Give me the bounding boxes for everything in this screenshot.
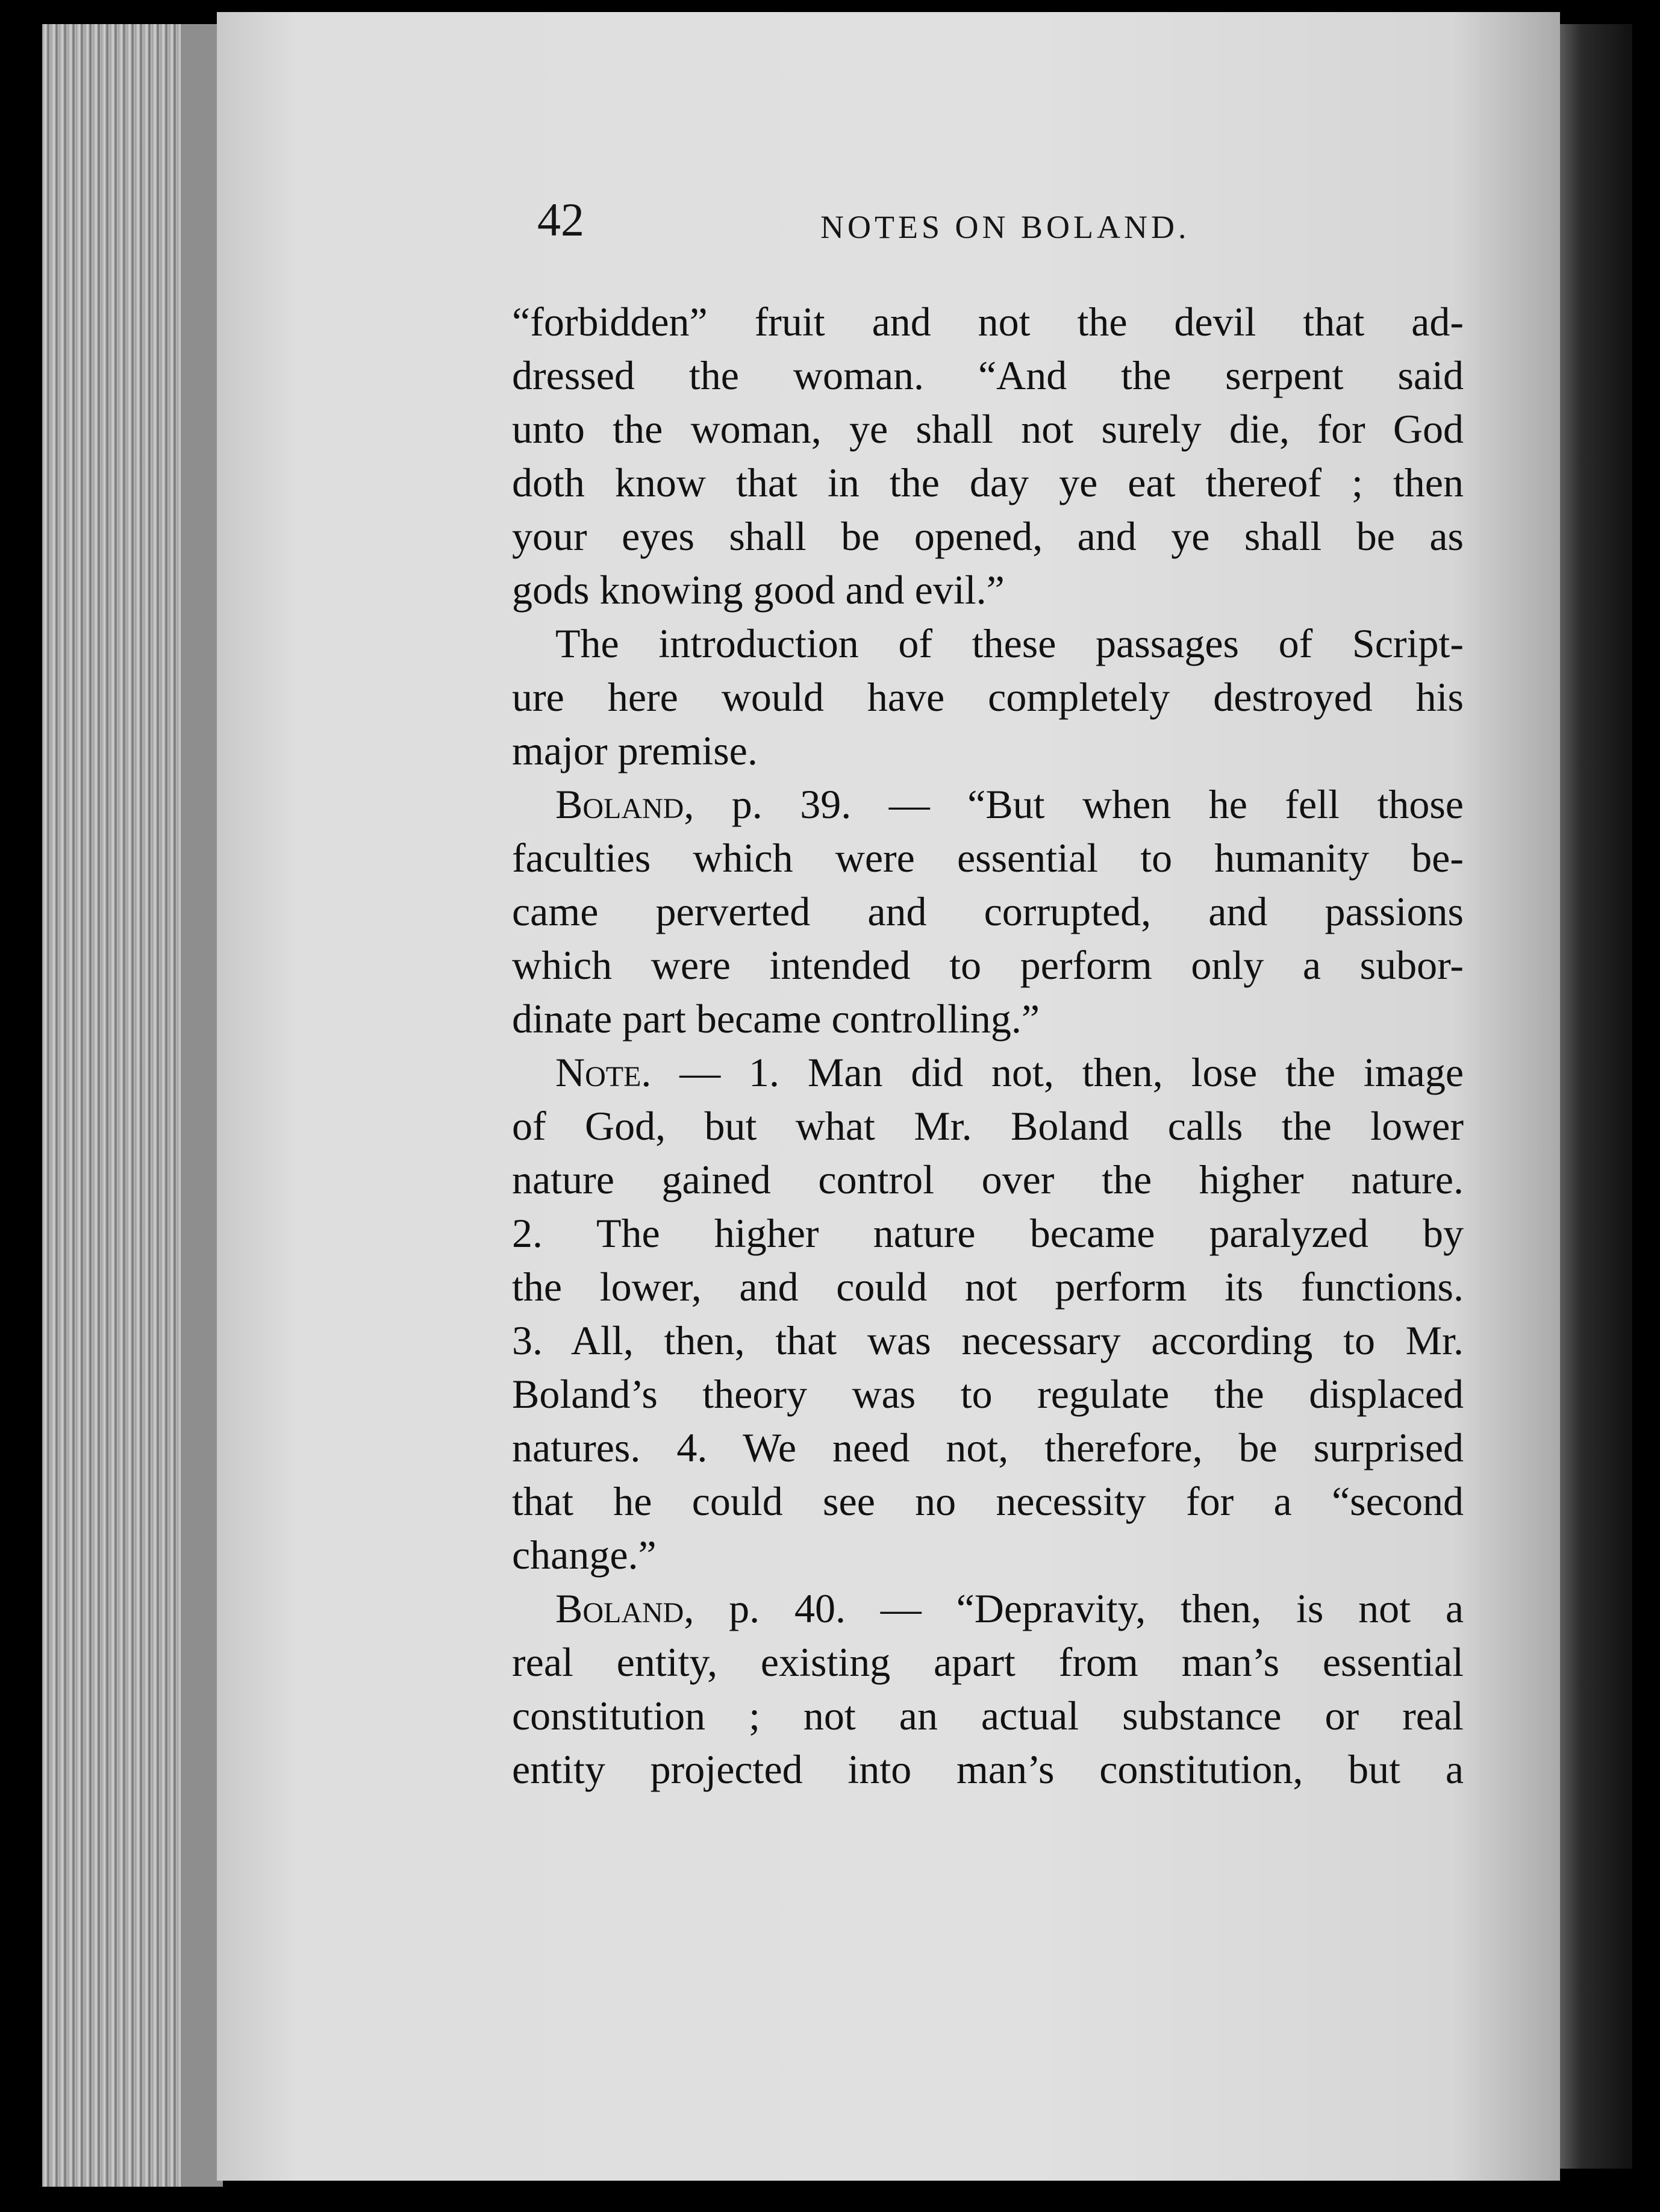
paragraph — [512, 1046, 1464, 1582]
text-line-with-label — [512, 1582, 1464, 1636]
book-page-edges — [42, 24, 223, 2187]
text-line: major premise. — [512, 728, 758, 773]
text-line: of God, but what Mr. Boland calls the lower — [512, 1103, 1464, 1149]
text-run: p. 39. — “But when he fell those — [694, 781, 1464, 827]
paragraph — [512, 295, 1464, 617]
text-line: unto the woman, ye shall not surely die, for God — [512, 406, 1464, 452]
text-line: nature gained control over the higher nature. — [512, 1157, 1464, 1202]
text-line: change.” — [512, 1532, 657, 1578]
text-line: your eyes shall be opened, and ye shall be as — [512, 513, 1464, 559]
book-fore-edge-shadow — [1560, 24, 1632, 2169]
text-line: 3. All, then, that was necessary according to Mr. — [512, 1317, 1464, 1363]
text-line-with-label — [512, 778, 1464, 831]
paragraph-label: Note. — [555, 1049, 652, 1095]
paragraph — [512, 1582, 1464, 1796]
text-line: real entity, existing apart from man’s essential — [512, 1639, 1464, 1685]
text-line: “forbidden” fruit and not the devil that ad- — [512, 299, 1464, 345]
paragraph — [512, 778, 1464, 1046]
text-line: that he could see no necessity for a “second — [512, 1478, 1464, 1524]
body-text — [512, 295, 1464, 1796]
page-number: 42 — [537, 193, 584, 246]
text-line: The introduction of these passages of Script- — [555, 620, 1464, 666]
text-line: Boland’s theory was to regulate the displaced — [512, 1371, 1464, 1417]
text-line: faculties which were essential to humanity be- — [512, 835, 1464, 881]
text-line-with-label — [512, 1046, 1464, 1099]
text-line: 2. The higher nature became paralyzed by — [512, 1210, 1464, 1256]
running-head: NOTES ON BOLAND. — [820, 209, 1190, 245]
paragraph-label: Boland, — [555, 781, 694, 827]
text-line: the lower, and could not perform its functions. — [512, 1264, 1464, 1310]
text-line: ure here would have completely destroyed his — [512, 674, 1464, 720]
text-line: came perverted and corrupted, and passions — [512, 889, 1464, 934]
text-run: p. 40. — “Depravity, then, is not a — [694, 1586, 1464, 1631]
text-line: constitution ; not an actual substance or real — [512, 1693, 1464, 1739]
text-line: dinate part became controlling.” — [512, 996, 1040, 1042]
paragraph — [512, 617, 1464, 778]
text-line: which were intended to perform only a subor- — [512, 942, 1464, 988]
text-run: — 1. Man did not, then, lose the image — [651, 1049, 1464, 1095]
text-line: entity projected into man’s constitution, but a — [512, 1746, 1464, 1792]
text-line: natures. 4. We need not, therefore, be surprised — [512, 1425, 1464, 1470]
text-line: gods knowing good and evil.” — [512, 567, 1005, 613]
paragraph-label: Boland, — [555, 1586, 694, 1631]
page-header — [537, 193, 1465, 259]
text-line: doth know that in the day ye eat thereof ; then — [512, 460, 1464, 505]
text-line: dressed the woman. “And the serpent said — [512, 352, 1464, 398]
